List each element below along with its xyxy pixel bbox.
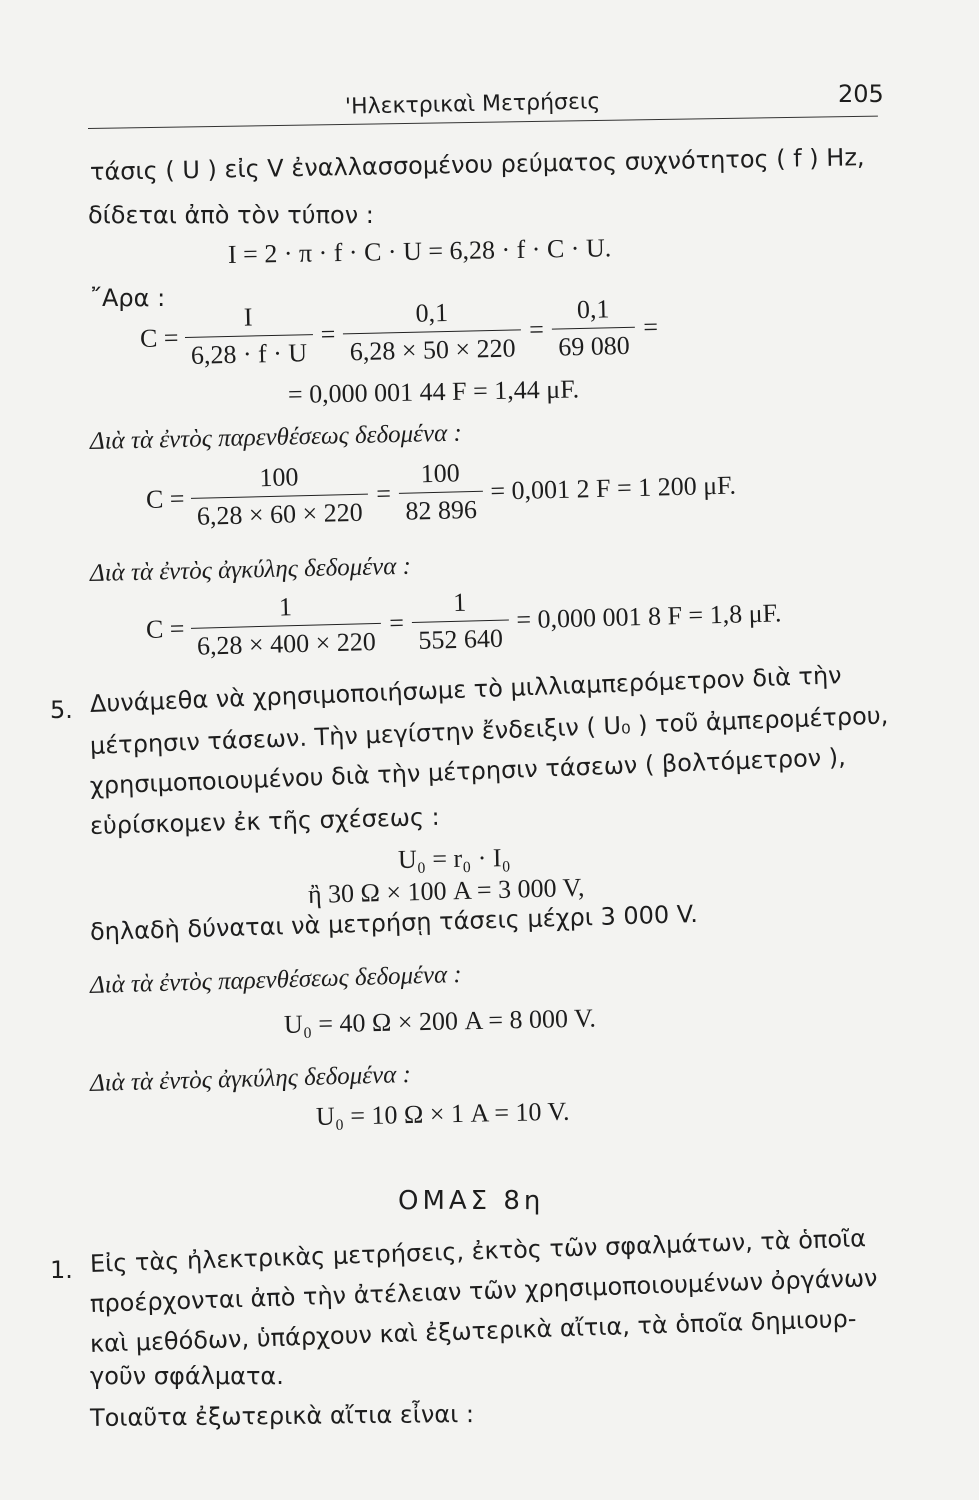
bracket-f1-den: 6,28 × 400 × 220 [190, 623, 382, 662]
bracket-result: = 0,000 001 8 F = 1,8 μF. [515, 597, 782, 634]
item5-formula-bracket: U₀ = 10 Ω × 1 A = 10 V. [315, 1096, 570, 1131]
paren-fraction-2 [398, 458, 483, 527]
capacitance-equation-3 [145, 579, 782, 663]
bracket-f2-num: 1 [452, 587, 467, 617]
ara-label: ῎Αρα : [90, 284, 166, 312]
calc1-result: = 0,000 001 44 F = 1,44 μF. [287, 374, 580, 409]
item5-line-5: δηλαδὴ δύναται νὰ μετρήσῃ τάσεις μέχρι 3 000 V. [89, 899, 699, 946]
intro-line-2: δίδεται ἀπὸ τὸν τύπον : [88, 201, 374, 229]
item5-line-1: Δυνάμεθα νὰ χρησιμοποιήσωμε τὸ μιλλιαμπερόμετρον διὰ τὴν [89, 661, 843, 718]
item1-line-4: γοῦν σφάλματα. [90, 1362, 284, 1390]
calc1-eq-2: = [528, 314, 545, 344]
calc1-f1-num: I [243, 302, 253, 332]
intro-line-1: τάσις ( U ) εἰς V ἐναλλασσομένου ρεύματος συχνότητος ( f ) Hz, [89, 143, 865, 186]
paren-lhs: C = [145, 483, 185, 514]
capacitance-equation-1 [139, 293, 667, 372]
item1-line-1: Εἰς τὰς ἠλεκτρικὰς μετρήσεις, ἐκτὸς τῶν σφαλμάτων, τὰ ὁποῖα [89, 1224, 867, 1278]
item1-line-2: προέρχονται ἀπὸ τὴν ἀτέλειαν τῶν χρησιμοποιουμένων ὀργάνων [89, 1263, 878, 1318]
section-title: ΟΜΑΣ 8η [398, 1186, 545, 1216]
item5-line-2: μέτρησιν τάσεων. Τὴν μεγίστην ἔνδειξιν ( U₀ ) τοῦ ἀμπερομέτρου, [89, 701, 889, 760]
capacitance-equation-2 [145, 452, 737, 533]
paren-f1-num: 100 [259, 462, 299, 493]
page-number: 205 [838, 80, 884, 108]
bracket-f1-num: 1 [278, 592, 293, 622]
bracket-fraction-1 [190, 590, 383, 662]
running-header-title: 'Ηλεκτρικαὶ Μετρήσεις [344, 89, 601, 120]
calc1-eq-1: = [320, 319, 336, 349]
item5-line-3: χρησιμοποιουμένου διὰ τὴν μέτρησιν τάσεων ( βολτόμετρον ), [89, 742, 847, 800]
paren-f2-num: 100 [420, 458, 461, 489]
item5-heading-paren: Διὰ τὰ ἐντὸς παρενθέσεως δεδομένα : [89, 960, 463, 999]
calc1-f2-num: 0,1 [415, 298, 449, 328]
calc1-fraction-3 [551, 294, 636, 363]
bracket-lhs: C = [145, 613, 185, 644]
bracket-heading: Διὰ τὰ ἐντὸς ἀγκύλης δεδομένα : [89, 552, 412, 587]
paren-eq: = [375, 478, 392, 508]
intro-formula: I = 2 · π · f · C · U = 6,28 · f · C · U. [227, 233, 612, 269]
item5-heading-bracket: Διὰ τὰ ἐντὸς ἀγκύλης δεδομένα : [89, 1061, 412, 1097]
item5-number: 5. [50, 696, 73, 724]
item5-formula-2: ἢ 30 Ω × 100 A = 3 000 V, [307, 872, 585, 909]
calc1-f1-den: 6,28 · f · U [184, 334, 313, 371]
calc1-lhs: C = [139, 322, 179, 353]
bracket-fraction-2 [411, 587, 509, 657]
paren-f2-den: 82 896 [399, 491, 483, 527]
item5-line-4: εὑρίσκομεν ἐκ τῆς σχέσεως : [89, 802, 441, 840]
header-rule [88, 116, 878, 129]
item1-line-5: Τοιαῦτα ἐξωτερικὰ αἴτια εἶναι : [89, 1399, 475, 1432]
calc1-f3-den: 69 080 [552, 327, 636, 363]
item5-formula-1: U₀ = r₀ · I₀ [397, 843, 511, 874]
item1-number: 1. [50, 1256, 73, 1284]
bracket-eq: = [388, 607, 405, 638]
calc1-eq-3: = [642, 311, 659, 342]
calc1-fraction-2 [343, 296, 522, 367]
paren-fraction-1 [190, 461, 369, 532]
paren-heading: Διὰ τὰ ἐντὸς παρενθέσεως δεδομένα : [89, 419, 463, 455]
paren-f1-den: 6,28 × 60 × 220 [190, 494, 369, 532]
calc1-fraction-1 [184, 301, 314, 371]
bracket-f2-den: 552 640 [412, 620, 509, 657]
item5-formula-paren: U₀ = 40 Ω × 200 A = 8 000 V. [283, 1003, 597, 1039]
calc1-f3-num: 0,1 [576, 294, 610, 325]
calc1-f2-den: 6,28 × 50 × 220 [343, 329, 522, 367]
item1-line-3: καὶ μεθόδων, ὑπάρχουν καὶ ἐξωτερικὰ αἴτια, τὰ ὁποῖα δημιουρ- [89, 1304, 857, 1358]
paren-result: = 0,001 2 F = 1 200 μF. [490, 470, 737, 506]
